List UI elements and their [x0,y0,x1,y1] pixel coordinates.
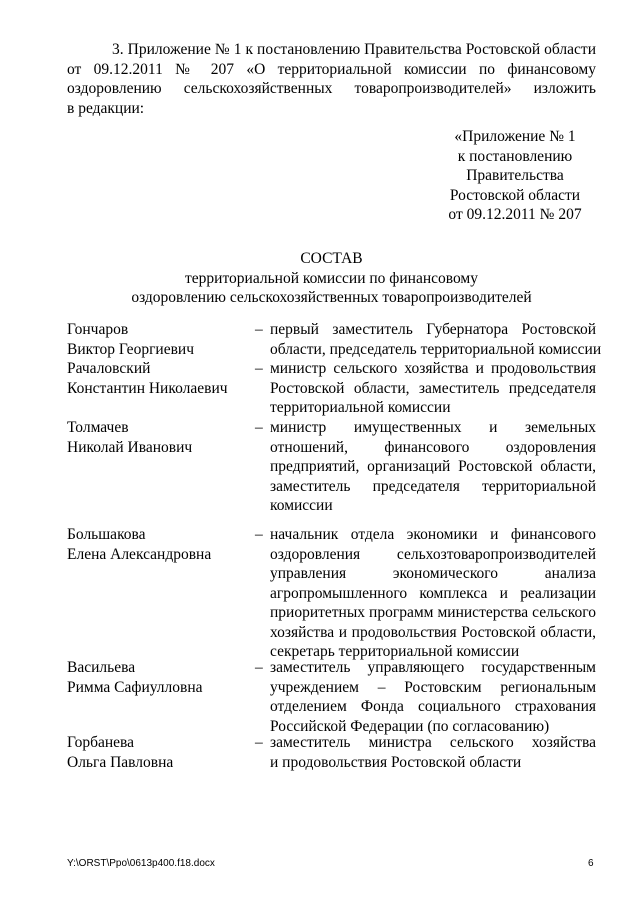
role-line: секретарь территориальной комиссии [270,643,520,660]
member-role [270,418,596,516]
member-surname: Толмачев [67,419,129,436]
member-role [270,733,596,772]
member-name [67,658,252,697]
role-line: заместитель министра сельского хозяйства [270,734,596,751]
member-name [67,733,252,772]
role-line: агропромышленного комплекса и реализации [270,584,596,602]
member-name [67,418,252,457]
role-line: министр имущественных и земельных [270,419,596,436]
role-line: отношений, финансового оздоровления [270,438,596,456]
role-line: отделением Фонда социального страхования [270,698,596,715]
member-given-name: Римма Сафиулловна [67,678,203,696]
role-line: территориальной комиссии [270,399,451,416]
intro-line: от 09.12.2011 № 207 «О территориальной комиссии по финансовому [67,60,596,78]
role-line: управления экономического анализа [270,565,596,582]
page-number: 6 [588,858,594,869]
role-line: первый заместитель Губернатора Ростовской [270,321,596,338]
member-name [67,525,252,564]
role-line: начальник отдела экономики и финансового [270,526,596,543]
appendix-line: от 09.12.2011 № 207 [448,206,582,223]
member-given-name: Константин Николаевич [67,379,228,397]
member-surname: Васильева [67,659,136,676]
member-surname: Гончаров [67,321,129,338]
member-role [270,320,602,359]
appendix-header [400,127,630,225]
role-line: Ростовской области, заместитель председателя [270,379,596,397]
role-line: учреждением – Ростовским региональным [270,678,596,696]
role-line: приоритетных программ министерства сельского [270,604,596,621]
intro-line: в редакции: [67,99,145,117]
role-line: Российской Федерации (по согласованию) [270,717,550,735]
role-line: комиссии [270,497,333,514]
document-title [67,249,596,308]
member-name [67,359,252,398]
role-line: заместитель управляющего государственным [270,659,596,676]
member-given-name: Ольга Павловна [67,753,174,771]
role-line: хозяйства и продовольствия Ростовской области, [270,623,596,641]
member-surname: Горбанева [67,734,135,751]
role-line: и продовольствия Ростовской области [270,753,522,771]
dash-separator: – [255,321,263,338]
role-line: оздоровления сельхозтоваропроизводителей [270,545,596,563]
member-surname: Рачаловский [67,360,151,377]
member-name [67,320,252,359]
intro-line: оздоровлению сельскохозяйственных товаропроизводителей» изложить [67,80,596,97]
appendix-line: Правительства [466,167,564,184]
appendix-line: «Приложение № 1 [454,128,576,145]
dash-separator: – [255,360,263,377]
intro-line: 3. Приложение № 1 к постановлению Правительства Ростовской области [112,41,596,58]
member-given-name: Виктор Георгиевич [67,340,195,358]
member-given-name: Елена Александровна [67,545,212,563]
role-line: предприятий, организаций Ростовской области, [270,458,596,475]
title-subtitle: оздоровлению сельскохозяйственных товаропроизводителей [131,289,532,306]
member-role [270,525,596,662]
appendix-line: к постановлению [457,147,573,165]
title-heading: СОСТАВ [300,250,363,267]
role-line: области, председатель территориальной комиссии [270,340,602,358]
member-surname: Большакова [67,526,146,543]
title-subtitle: территориальной комиссии по финансовому [185,269,478,287]
appendix-line: Ростовской области [449,186,581,204]
dash-separator: – [255,734,263,751]
member-role [270,658,596,736]
dash-separator: – [255,659,263,676]
member-given-name: Николай Иванович [67,438,193,456]
dash-separator: – [255,526,263,543]
member-role [270,359,596,418]
dash-separator: – [255,419,263,436]
footer-file-path: Y:\ORST\Ppo\0613p400.f18.docx [67,858,215,869]
intro-paragraph [67,40,596,118]
role-line: министр сельского хозяйства и продовольствия [270,360,596,377]
role-line: заместитель председателя территориальной [270,477,596,495]
